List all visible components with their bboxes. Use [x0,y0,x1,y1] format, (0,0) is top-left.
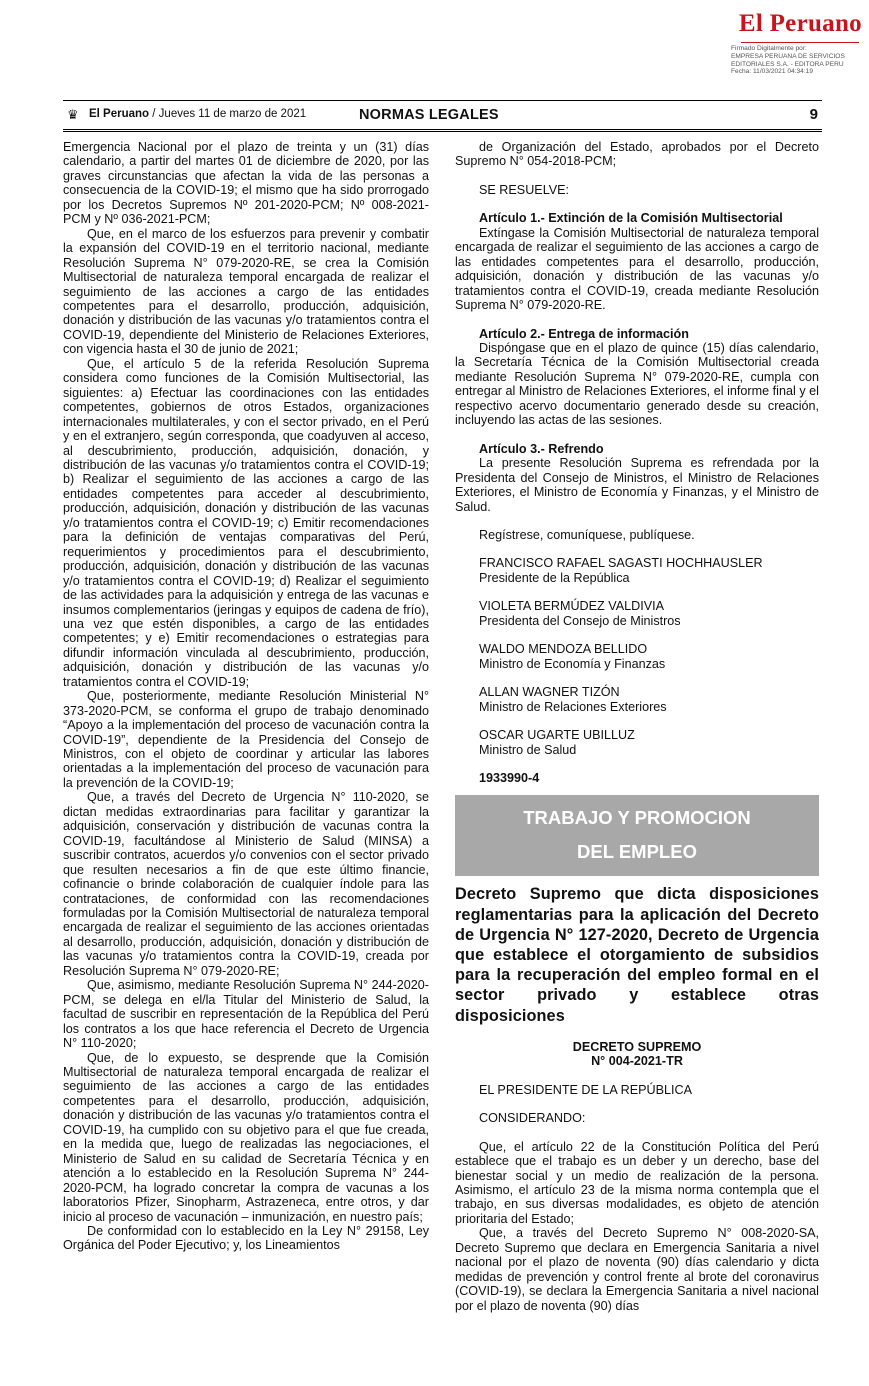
signature-line: Firmado Digitalmente por: [731,45,807,52]
decree-label: DECRETO SUPREMO [572,1039,702,1054]
right-column [455,140,819,1313]
considerando-heading: CONSIDERANDO: [479,1111,586,1126]
paragraph: Que, de lo expuesto, se desprende que la Comisión Multisectorial de naturaleza temporal encargada de realizar el seguimiento de las acciones a cargo de las entidades competentes para el desarrollo, producción, adquisición, donación y distribución de las vacunas y/o tratamientos contra el COVID-19, ha cumplido con su objetivo para el que fue creada, en la medida que, luego de realizadas las negociaciones, el Ministerio de Salud en su calidad de Secretaría Técnica y en atención a lo establecido en la Resolución Suprema N° 244-2020-PCM, ha logrado concretar la compra de vacunas a los laboratorios Pfizer, Sinopharm, Astrazeneca, entre otros, y dar inicio al proceso de vacunación – inmunización, en nuestro país; [63,1050,429,1224]
header-rule-bottom [63,129,822,130]
paragraph: Que, a través del Decreto Supremo N° 008-2020-SA, Decreto Supremo que declara en Emergencia Sanitaria a nivel nacional por el plazo de noventa (90) días calendario y dicta medidas de prevención y control frente al brote del coronavirus (COVID-19), se declara la Emergencia Sanitaria a nivel nacional por el plazo de noventa (90) días [455,1226,819,1313]
el-peruano-logo: El Peruano [738,10,862,37]
page-number: 9 [809,106,818,123]
banner-line: TRABAJO Y PROMOCION [523,807,751,829]
signatory-name: WALDO MENDOZA BELLIDO [479,642,648,657]
paragraph: Que, a través del Decreto de Urgencia N° 110-2020, se dictan medidas extraordinarias para facilitar y garantizar la adquisición, conservación y distribución de vacunas contra la COVID-19, facultándose al Ministerio de Salud (MINSA) a suscribir contratos, acuerdos y/o convenios con el sector privado que resulten necesarios a fin de que este último financie, cofinancie o brinde colaboración de cualquier índole para las contrataciones, de conformidad con las recomendaciones formuladas por la Comisión Multisectorial de naturaleza temporal encargada de realizar el seguimiento de las acciones orientadas al desarrollo, producción, adquisición, donación y distribución de las vacunas y/o tratamientos contra la COVID-19, creada por Resolución Suprema N° 079-2020-RE; [63,790,429,978]
paragraph: Que, el artículo 5 de la referida Resolución Suprema considera como funciones de la Comisión Multisectorial, las siguientes: a) Efectuar las coordinaciones con las entidades competentes, gobiernos de otros Estados, organizaciones internacionales multilaterales, y con el sector privado, en el Perú y en el extranjero, según corresponda, que coadyuven al acceso, al descubrimiento, producción, adquisición, donación, y distribución de las vacunas y/o tratamientos contra el COVID-19; b) Realizar el seguimiento de las acciones a cargo de las entidades competentes para acceder al descubrimiento, producción, adquisición, donación y distribución de las vacunas y/o tratamientos contra el COVID-19; c) Emitir recomendaciones para la definición de ventajas comparativas del Perú, requerimientos y procedimientos para el descubrimiento, producción, adquisición, donación y distribución de las vacunas y/o tratamientos contra el COVID-19; d) Realizar el seguimiento de las actividades para la adquisición y entrega de las vacunas e insumos complementarios (jeringas y equipos de cadena de frío), una vez que estén disponibles, a cargo de las entidades competentes; y e) Emitir recomendaciones o estrategias para difundir información vinculada al descubrimiento, producción, adquisición, donación y distribución de las vacunas y/o tratamientos contra el COVID-19; [63,356,429,689]
digital-signature-stamp [731,45,863,76]
crest-icon: ♛ [67,107,79,122]
paragraph: Emergencia Nacional por el plazo de treinta y un (31) días calendario, a partir del martes 01 de diciembre de 2020, por las graves circunstancias que afectan la vida de las personas a consecuencia de la COVID-19; el mismo que ha sido prorrogado por los Decretos Supremos Nº 201-2020-PCM; Nº 008-2021-PCM y Nº 036-2021-PCM; [63,140,429,227]
header-newspaper: El Peruano [89,108,150,120]
signature-line: EDITORIALES S.A. - EDITORA PERU [731,60,844,68]
section-banner [455,795,819,876]
paragraph: Que, el artículo 22 de la Constitución Política del Perú establece que el trabajo es un deber y un derecho, base del bienestar social y un medio de realización de la persona. Asimismo, el artículo 23 de la misma norma contempla que el trabajo, en sus diversas modalidades, es objeto de atención prioritaria del Estado; [455,1139,819,1226]
article-1-text: Extíngase la Comisión Multisectorial de naturaleza temporal encargada de realizar el seguimiento de las acciones a cargo de las entidades competentes para el desarrollo, producción, adquisición, donación y distribución de las vacunas y/o tratamientos contra el COVID-19, creada mediante Resolución Suprema N° 079-2020-RE. [455,225,819,313]
paragraph: Que, en el marco de los esfuerzos para prevenir y combatir la expansión del COVID-19 en el territorio nacional, mediante Resolución Suprema N° 079-2020-RE, se crea la Comisión Multisectorial de naturaleza temporal encargada de realizar el seguimiento de las acciones a cargo de las entidades competentes para el desarrollo, producción, adquisición, donación y distribución de las vacunas y/o tratamientos contra el COVID-19, dependiente del Ministerio de Relaciones Exteriores, con vigencia hasta el 30 de junio de 2021; [63,226,429,357]
decree-number: N° 004-2021-TR [591,1054,683,1069]
banner-line: DEL EMPLEO [577,841,697,863]
signatory-name: VIOLETA BERMÚDEZ VALDIVIA [479,599,664,614]
article-2-text: Dispóngase que en el plazo de quince (15) días calendario, la Secretaría Técnica de la Comisión Multisectorial creada mediante Resolución Suprema N° 079-2020-RE, cumpla con entregar al Ministro de Relaciones Exteriores, el informe final y el respectivo acervo documentario generado desde su creación, incluyendo las actas de las sesiones. [455,340,819,428]
paragraph: Que, posteriormente, mediante Resolución Ministerial N° 373-2020-PCM, se conforma el grupo de trabajo denominado “Apoyo a la implementación del proceso de vacunación contra la COVID-19”, dependiente de la Presidencia del Consejo de Ministros, con el objeto de coordinar y articular las labores orientadas a la implementación del proceso de vacunación para la prevención de la COVID-19; [63,689,429,790]
left-column [63,140,429,1253]
logo-rule [741,42,859,43]
header-section: NORMAS LEGALES [359,107,499,123]
article-3-text: La presente Resolución Suprema es refrendada por la Presidenta del Consejo de Ministros, el Ministro de Relaciones Exteriores, el Ministro de Economía y Finanzas, y el Ministro de Salud. [455,456,819,514]
article-1-title: Artículo 1.- Extinción de la Comisión Multisectorial [479,211,783,226]
paragraph: de Organización del Estado, aprobados por el Decreto Supremo N° 054-2018-PCM; [455,140,819,169]
signatory-role: Ministro de Relaciones Exteriores [479,699,667,714]
paragraph: Que, asimismo, mediante Resolución Suprema N° 244-2020-PCM, se delega en el/la Titular del Ministerio de Salud, la facultad de suscribir en representación de la República del Perú los contratos a los que hace referencia el Decreto de Urgencia N° 110-2020; [63,978,429,1051]
signatory-name: FRANCISCO RAFAEL SAGASTI HOCHHAUSLER [479,556,763,571]
signature-line: EMPRESA PERUANA DE SERVICIOS [731,52,845,60]
signatory-role: Presidenta del Consejo de Ministros [479,613,681,628]
signatory-role: Presidente de la República [479,570,630,585]
signatory-role: Ministro de Salud [479,742,577,757]
signatory-name: OSCAR UGARTE UBILLUZ [479,728,635,743]
signatory-name: ALLAN WAGNER TIZÓN [479,685,620,700]
paragraph: De conformidad con lo establecido en la Ley N° 29158, Ley Orgánica del Poder Ejecutivo; y, los Lineamientos [63,1223,429,1253]
article-2-title: Artículo 2.- Entrega de información [479,326,689,341]
president-heading: EL PRESIDENTE DE LA REPÚBLICA [479,1082,692,1097]
header-date: / Jueves 11 de marzo de 2021 [152,108,307,120]
se-resuelve: SE RESUELVE: [479,182,570,197]
document-code: 1933990-4 [479,770,540,785]
header-masthead [89,108,306,120]
decree-title: Decreto Supremo que dicta disposiciones reglamentarias para la aplicación del Decreto de Urgencia N° 127-2020, Decreto de Urgencia que establece el otorgamiento de subsidios para la recuperación del empleo formal en el sector privado y establece otras disposiciones [455,885,819,1025]
article-3-title: Artículo 3.- Refrendo [479,441,604,456]
signature-line: Fecha: 11/03/2021 04:34:19 [731,68,813,76]
header-rule-bottom-2 [63,131,822,132]
closing-formula: Regístrese, comuníquese, publíquese. [479,527,695,542]
page-header [63,100,822,130]
header-rule-top [63,100,822,101]
signatory-role: Ministro de Economía y Finanzas [479,656,666,671]
